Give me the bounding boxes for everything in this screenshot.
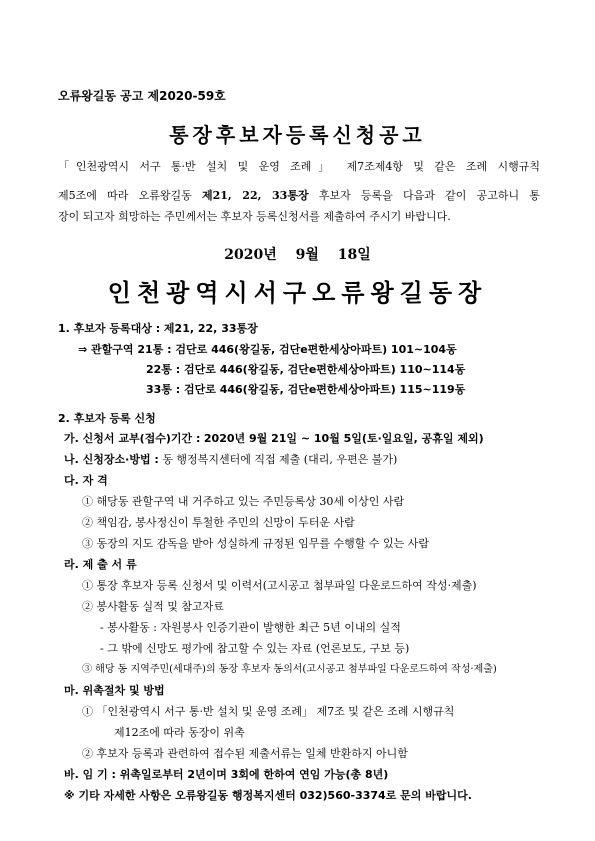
ra-item-4: - 그 밖에 신망도 평가에 참고할 수 있는 자료 (언론보도, 구보 등) bbox=[100, 642, 410, 655]
date-year: 2020년 bbox=[224, 247, 277, 263]
na-value: 동 행정복지센터에 직접 제출 (대리, 우편은 불가) bbox=[162, 453, 398, 466]
row-label: ⇒ 관할구역 21통 : bbox=[78, 343, 172, 356]
ra-item-2: ② 봉사활동 실적 및 참고자료 bbox=[82, 600, 224, 613]
da-item-3: ③ 동장의 지도 감독을 받아 성실하게 규정된 임무를 수행할 수 있는 사람 bbox=[82, 537, 429, 550]
section-2-heading: 2. 후보자 등록 신청 bbox=[58, 412, 156, 425]
row-label: 22통 : bbox=[146, 363, 181, 376]
section-2-ra-label: 라. 제 출 서 류 bbox=[64, 558, 137, 571]
notice-number: 오류왕길동 공고 제2020-59호 bbox=[58, 89, 226, 103]
section-2-ba: 바. 임 기 : 위촉일로부터 2년이며 3회에 한하여 연임 가능(총 8년) bbox=[64, 768, 389, 781]
date-month: 9월 bbox=[295, 247, 319, 263]
section-1-heading: 1. 후보자 등록대상 : 제21, 22, 33통장 bbox=[58, 322, 258, 335]
row-address: 검단로 446(왕길동, 검단e편한세상아파트) 115~119동 bbox=[184, 383, 466, 396]
intro-line-2-bold: 제21, 22, 33통장 bbox=[201, 189, 309, 202]
section-2-da-label: 다. 자 격 bbox=[64, 474, 108, 487]
intro-line-2-pre: 제5조에 따라 오류왕길동 bbox=[58, 189, 202, 202]
intro-line-2-post: 후보자 등록을 다음과 같이 공고하니 통 bbox=[308, 189, 541, 202]
row-label: 33통 : bbox=[146, 383, 181, 396]
intro-line-2 bbox=[58, 189, 540, 203]
issuer-name: 인천광역시서구오류왕길동장 bbox=[107, 278, 488, 307]
ma-item-1-cont: 제12조에 따라 동장이 위촉 bbox=[114, 726, 245, 739]
ma-item-2: ② 후보자 등록과 관련하여 접수된 제출서류는 일체 반환하지 아니함 bbox=[82, 747, 408, 760]
section-2-ma-label: 마. 위촉절차 및 방법 bbox=[64, 684, 165, 697]
intro-line-3: 장이 되고자 희망하는 주민께서는 후보자 등록신청서를 제출하여 주시기 바랍니다. bbox=[58, 210, 451, 223]
footer-note: ※ 기타 자세한 사항은 오류왕길동 행정복지센터 032)560-3374로 문의 바랍니다. bbox=[64, 789, 472, 802]
date-day: 18일 bbox=[337, 247, 371, 263]
section-1-row-3 bbox=[146, 383, 465, 397]
da-item-2: ② 책임감, 봉사정신이 투철한 주민의 신망이 두터운 사람 bbox=[82, 516, 355, 529]
ra-item-5: ③ 해당 동 지역주민(세대주)의 동장 후보자 동의서(고시공고 첨부파일 다운로드하여 작성·제출) bbox=[82, 664, 497, 675]
section-1-row-2 bbox=[146, 363, 465, 377]
row-address: 검단로 446(왕길동, 검단e편한세상아파트) 110~114동 bbox=[184, 363, 466, 376]
ga-value: 2020년 9월 21일 ~ 10월 5일(토·일요일, 공휴일 제외) bbox=[203, 432, 484, 445]
ra-item-1: ① 통장 후보자 등록 신청서 및 이력서(고시공고 첨부파일 다운로드하여 작성·제출) bbox=[82, 579, 477, 592]
ra-item-3: - 봉사활동 : 자원봉사 인증기관이 발행한 최근 5년 이내의 실적 bbox=[100, 621, 401, 634]
section-2-ga bbox=[64, 432, 484, 446]
document-title: 통장후보자등록신청공고 bbox=[169, 123, 426, 147]
row-address: 검단로 446(왕길동, 검단e편한세상아파트) 101~104동 bbox=[175, 343, 457, 356]
intro-line-1: 「인천광역시 서구 통·반 설치 및 운영 조례」 제7조제4항 및 같은 조례 시행규칙 bbox=[58, 160, 540, 173]
da-item-1: ① 해당동 관할구역 내 거주하고 있는 주민등록상 30세 이상인 사람 bbox=[82, 495, 405, 508]
ma-item-1: ① 「인천광역시 서구 통·반 설치 및 운영 조례」 제7조 및 같은 조례 시행규칙 bbox=[82, 705, 455, 718]
ga-label: 가. 신청서 교부(접수)기간 : bbox=[64, 432, 201, 445]
section-1-row-1 bbox=[78, 343, 457, 357]
na-label: 나. 신청장소·방법 : bbox=[64, 453, 159, 466]
section-2-na bbox=[64, 453, 397, 467]
notice-date bbox=[0, 244, 595, 264]
